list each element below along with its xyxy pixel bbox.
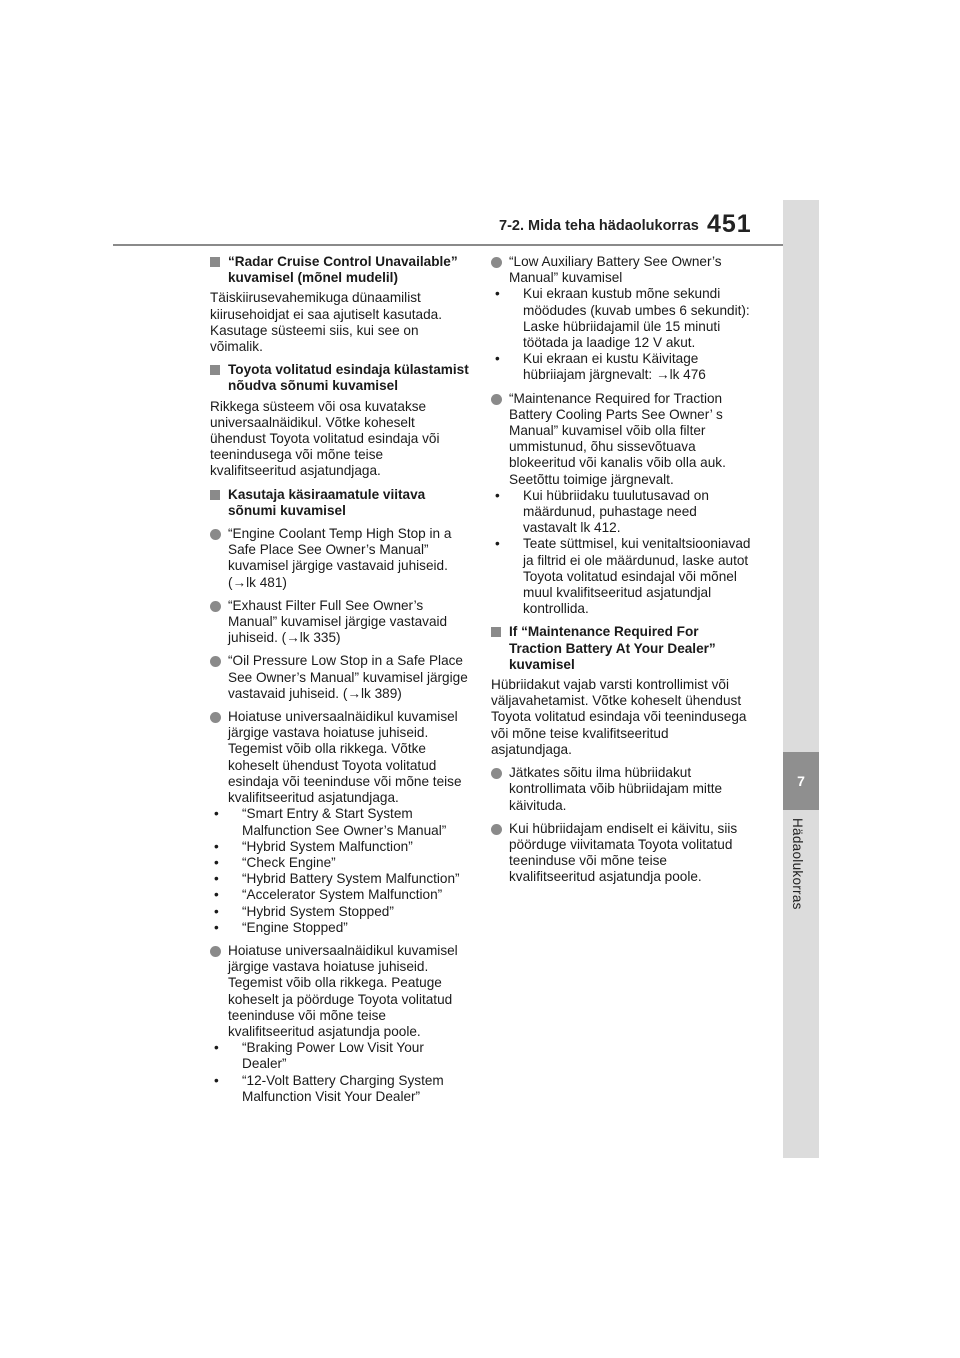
sub-list-item: • Kui hübriidaku tuulutusavad on määrdunud, puhastage need vastavalt lk 412. [495,487,709,536]
sub-list-item: • “Engine Stopped” [214,919,348,935]
section-traction-battery [491,624,753,758]
list-item: Kui hübriidajam endiselt ei käivitu, siis pöörduge viivitamata Toyota volitatud teeninduse või mõne teise kvalifitseeritud asjatundja poole. [491,821,753,886]
round-bullet-icon [210,601,221,612]
list-item: “Exhaust Filter Full See Owner’s Manual” kuvamisel järgige vastavaid juhiseid. (→lk 335) [210,598,472,647]
sub-list-item: • “Hybrid Battery System Malfunction” [214,871,460,887]
page-number: 451 [707,210,752,238]
sub-list-item: • Kui ekraan ei kustu Käivitage hübriiajam järgnevalt: →lk 476 [495,351,706,383]
section-heading: If “Maintenance Required For Traction Battery At Your Dealer” kuvamisel [491,624,753,673]
section-heading: “Radar Cruise Control Unavailable” kuvamisel (mõnel mudelil) [210,254,472,286]
round-bullet-icon [210,656,221,667]
sub-list-item: • “Braking Power Low Visit Your Dealer” [214,1040,424,1072]
list-item: “Maintenance Required for Traction Battery Cooling Parts See Owner’ s Manual” kuvamisel võib olla filter ummistunud, õhu sissevõtuava blokeeritud või kanalis võib olla auk. Seetõttu toimige järgnevalt. [491,391,753,488]
sub-list-item: • “Check Engine” [214,854,336,870]
section-owners-manual-message [210,487,472,519]
section-heading: Kasutaja käsiraamatule viitava sõnumi kuvamisel [210,487,472,519]
section-radar-cruise [210,254,472,355]
sub-list-item: • Kui ekraan kustub mõne sekundi möödudes (kuvab umbes 6 sekundit): Laske hübriidajamil üle 15 minuti töötada ja laadige 12 V akut. [495,286,750,351]
round-bullet-icon [491,257,502,268]
list-item: Jätkates sõitu ilma hübriidakut kontrollimata võib hübriidajam mitte käivituda. [491,765,753,814]
list-item: Hoiatuse universaalnäidikul kuvamisel järgige vastava hoiatuse juhiseid. Tegemist võib olla rikkega. Peatuge koheselt ja pöörduge Toyota volitatud teeninduse või mõne teise kvalifitseeritud asjatundja poole. [210,943,472,1040]
right-column [491,254,753,893]
square-bullet-icon [210,257,220,267]
section-text: Hübriidakut vajab varsti kontrollimist või väljavahetamist. Võtke koheselt ühendust Toyota volitatud esindaja või teenindusega või mõne teise kvalifitseeritud asjatundjaga. [491,677,747,757]
section-heading: Toyota volitatud esindaja külastamist nõudva sõnumi kuvamisel [210,362,472,394]
chapter-number: 7 [783,752,819,810]
warning-group [210,943,472,1105]
list-item: “Oil Pressure Low Stop in a Safe Place See Owner’s Manual” kuvamisel järgige vastavaid juhiseid. (→lk 389) [210,653,472,702]
section-text: Täiskiirusevahemikuga dünaamilist kiirusehoidjat ei saa ajutiselt kasutada. Kasutage süsteemi siis, kui see on võimalik. [210,290,442,355]
round-bullet-icon [491,394,502,405]
sub-list-item: • “Hybrid System Stopped” [214,903,394,919]
left-column [210,254,472,1112]
square-bullet-icon [210,365,220,375]
list-item: “Low Auxiliary Battery See Owner’s Manual” kuvamisel [491,254,753,286]
square-bullet-icon [491,627,501,637]
section-text: Rikkega süsteem või osa kuvatakse universaalnäidikul. Võtke koheselt ühendust Toyota volitatud esindaja või teenindusega või mõne teise kvalifitseeritud asjatundjaga. [210,398,440,479]
round-bullet-icon [210,529,221,540]
round-bullet-icon [491,768,502,779]
round-bullet-icon [491,824,502,835]
section-dealer-message [210,362,472,479]
list-item: Hoiatuse universaalnäidikul kuvamisel järgige vastava hoiatuse juhiseid. Tegemist võib olla rikkega. Võtke koheselt ühendust Toyota volitatud esindaja või teeninduse või mõne teise kvalifitseeritud asjatundjaga. [210,709,472,806]
warning-group [210,709,472,936]
chapter-side-tab [783,200,819,1158]
section-title: 7-2. Mida teha hädaolukorras [499,218,699,234]
round-bullet-icon [210,946,221,957]
warning-group [491,254,753,384]
sub-list-item: • “Accelerator System Malfunction” [214,887,443,903]
header-divider [113,244,783,246]
warning-group [491,391,753,618]
list-item: “Engine Coolant Temp High Stop in a Safe Place See Owner’s Manual” kuvamisel järgige vastavaid juhiseid. (→lk 481) [210,526,472,591]
chapter-title: Hädaolukorras [790,818,805,910]
sub-list-item: • “Hybrid System Malfunction” [214,838,413,854]
sub-list-item: • “Smart Entry & Start System Malfunction See Owner’s Manual” [214,806,447,838]
round-bullet-icon [210,712,221,723]
sub-list-item: • Teate süttmisel, kui venitaltsiooniavad ja filtrid ei ole määrdunud, laske autot Toyota volitatud esindajal või mõnel muul kvalifitseeritud asjatundjal kontrollida. [495,536,751,617]
sub-list-item: • “12-Volt Battery Charging System Malfunction Visit Your Dealer” [214,1072,444,1104]
square-bullet-icon [210,490,220,500]
